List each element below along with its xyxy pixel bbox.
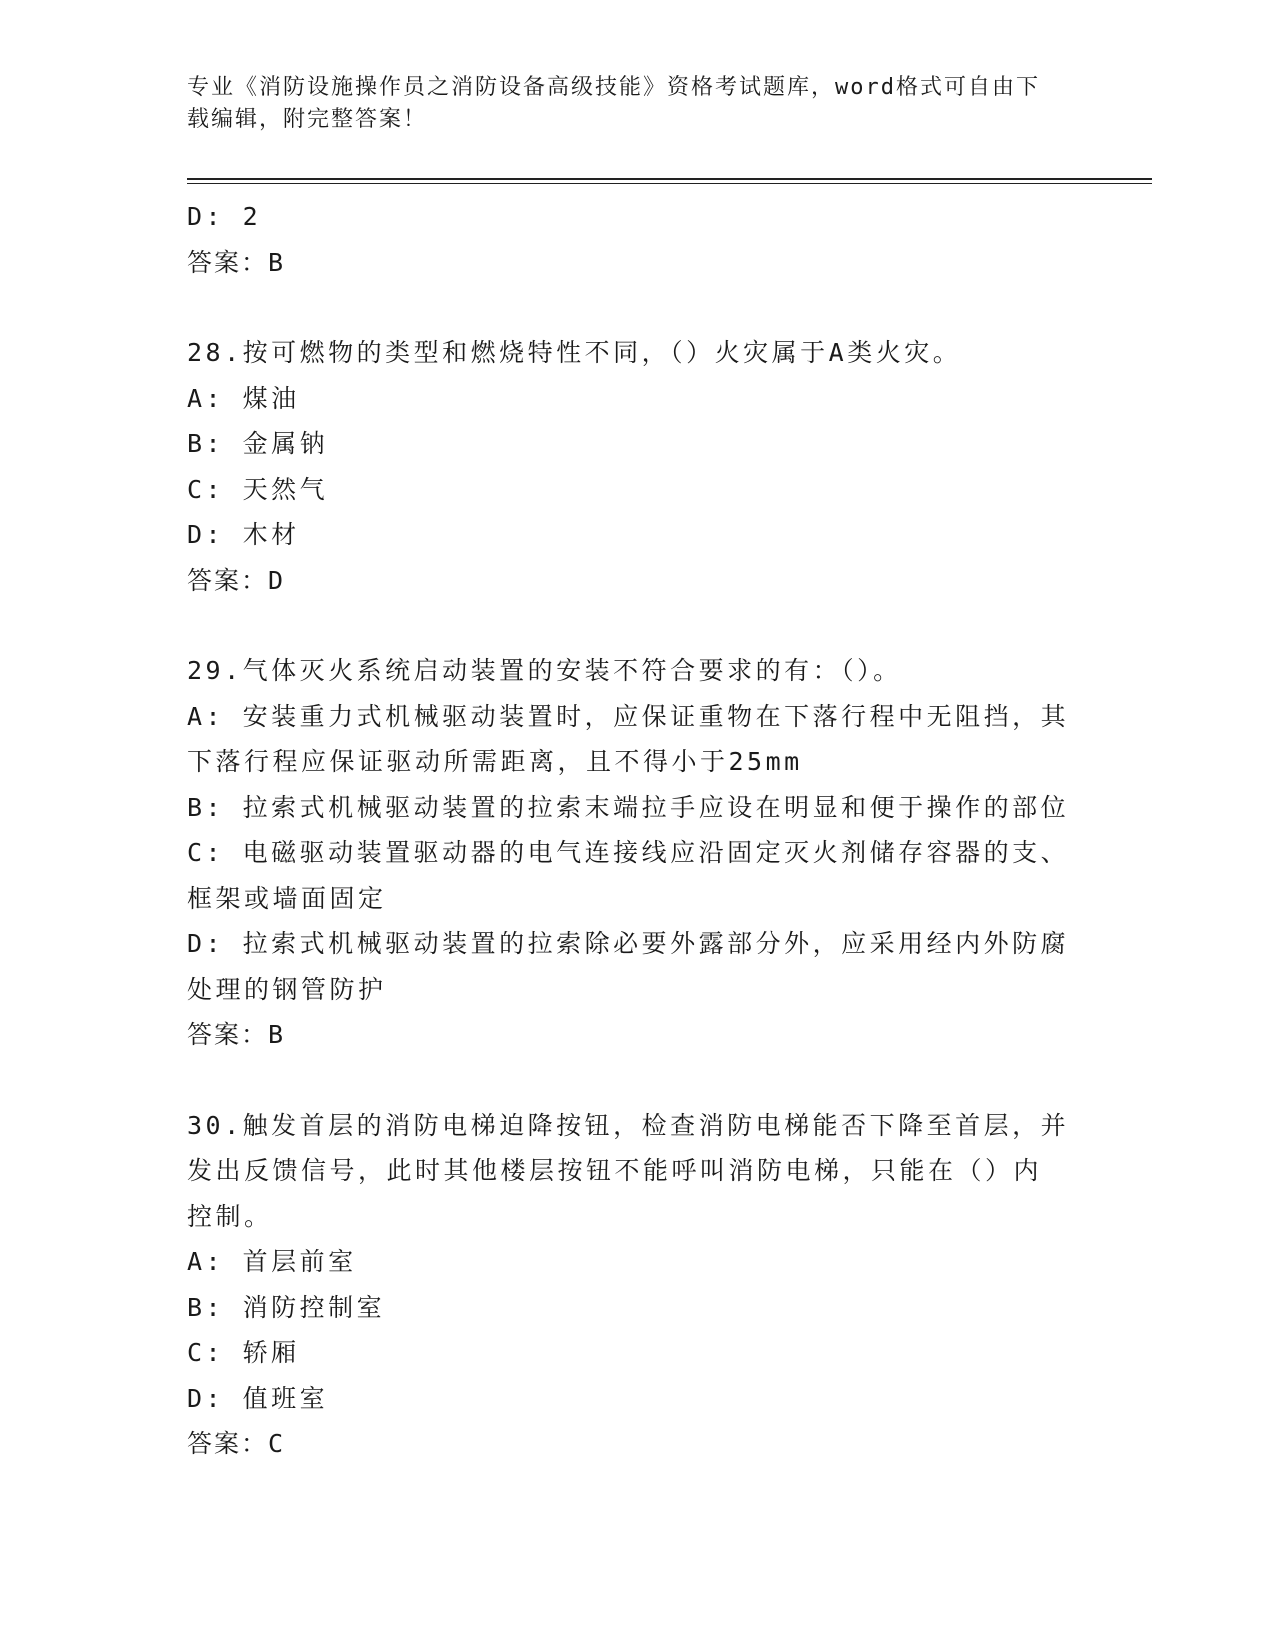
header-line-1: 专业《消防设施操作员之消防设备高级技能》资格考试题库，word格式可自由下 <box>187 75 1040 100</box>
question-stem: 28.按可燃物的类型和燃烧特性不同，（）火灾属于A类火灾。 <box>187 338 962 367</box>
header-line-2: 载编辑，附完整答案！ <box>187 107 428 132</box>
document-header <box>187 72 1067 136</box>
header-divider-thick <box>187 178 1152 180</box>
option-d: D: 2 <box>187 202 262 231</box>
answer-line: 答案：B <box>187 1020 286 1049</box>
spacer <box>187 603 1087 648</box>
option-b: B: 消防控制室 <box>187 1292 386 1322</box>
option-d: D: 木材 <box>187 520 300 549</box>
question-stem: 29.气体灭火系统启动装置的安装不符合要求的有：（）。 <box>187 656 902 685</box>
option-b: B: 金属钠 <box>187 429 329 458</box>
option-d: D: 值班室 <box>187 1383 329 1413</box>
option-d-line-2: 处理的钢管防护 <box>187 974 387 1004</box>
option-d-line-1: D: 拉索式机械驱动装置的拉索除必要外露部分外，应采用经内外防腐 <box>187 929 1070 958</box>
option-c-line-1: C: 电磁驱动装置驱动器的电气连接线应沿固定灭火剂储存容器的支、 <box>187 838 1070 867</box>
question-body <box>187 194 1087 1467</box>
option-c: C: 轿厢 <box>187 1338 300 1367</box>
answer-line: 答案：D <box>187 565 286 595</box>
header-divider-thin <box>187 183 1152 184</box>
option-a-line-1: A: 安装重力式机械驱动装置时，应保证重物在下落行程中无阻挡，其 <box>187 701 1070 731</box>
option-a-line-2: 下落行程应保证驱动所需距离，且不得小于25mm <box>187 747 803 776</box>
question-stem-line-3: 控制。 <box>187 1201 273 1231</box>
question-stem-line-2: 发出反馈信号，此时其他楼层按钮不能呼叫消防电梯，只能在（）内 <box>187 1156 1043 1185</box>
option-a: A: 首层前室 <box>187 1247 357 1276</box>
spacer <box>187 1058 1087 1103</box>
answer-line: 答案：C <box>187 1429 286 1458</box>
question-29 <box>187 648 1087 1058</box>
question-30 <box>187 1103 1087 1467</box>
option-c-line-2: 框架或墙面固定 <box>187 883 387 913</box>
question-28 <box>187 330 1087 603</box>
option-a: A: 煤油 <box>187 383 300 413</box>
option-c: C: 天然气 <box>187 474 329 504</box>
question-stem-line-1: 30.触发首层的消防电梯迫降按钮，检查消防电梯能否下降至首层，并 <box>187 1110 1070 1140</box>
option-b: B: 拉索式机械驱动装置的拉索末端拉手应设在明显和便于操作的部位 <box>187 792 1070 822</box>
answer-line: 答案：B <box>187 247 286 277</box>
spacer <box>187 285 1087 330</box>
question-27-tail <box>187 194 1087 285</box>
